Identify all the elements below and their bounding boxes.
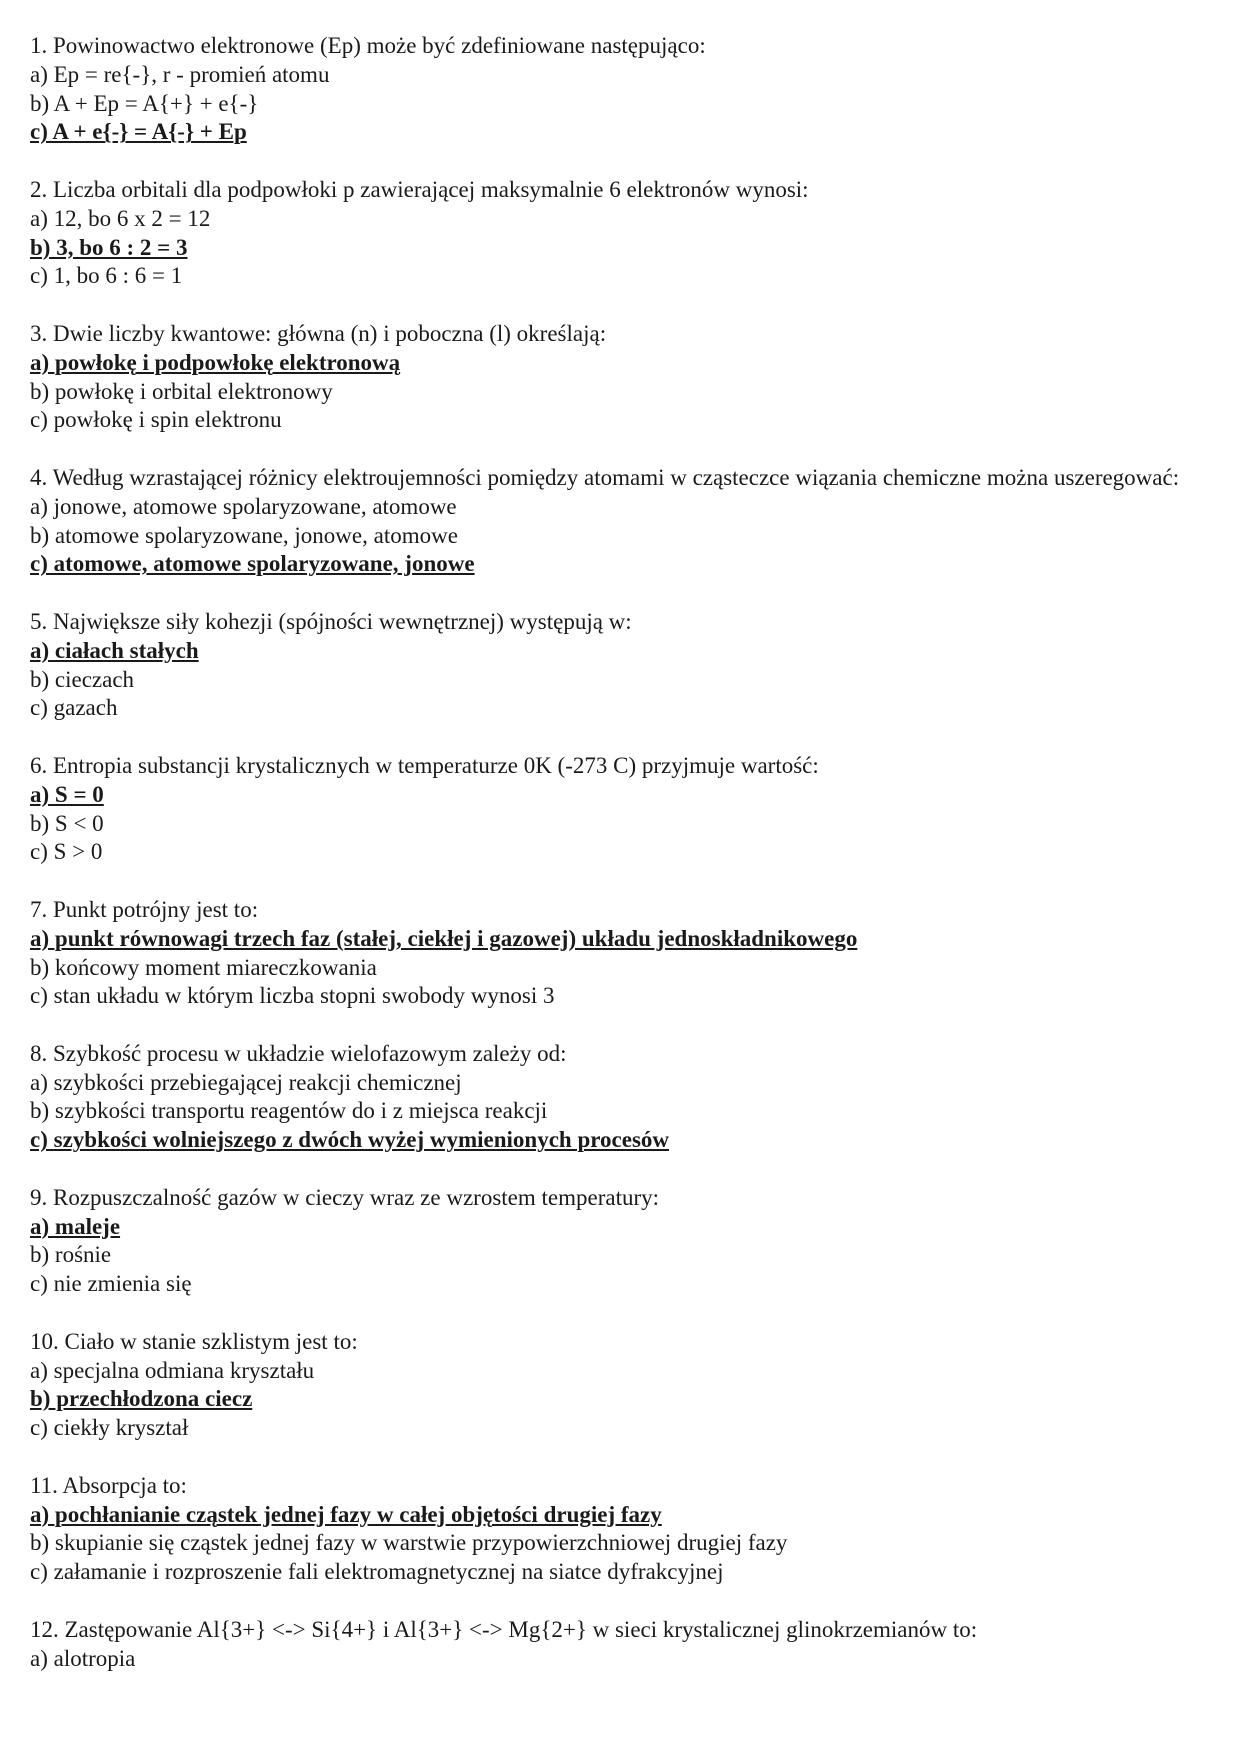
- correct-answer-option: a) S = 0: [30, 781, 104, 807]
- question-text: 9. Rozpuszczalność gazów w cieczy wraz ze wzrostem temperatury:: [30, 1184, 660, 1210]
- answer-option: c) S > 0: [30, 839, 103, 865]
- correct-answer-option: c) szybkości wolniejszego z dwóch wyżej wymienionych procesów: [30, 1127, 670, 1153]
- answer-option: c) stan układu w którym liczba stopni swobody wynosi 3: [30, 983, 555, 1009]
- answer-option: b) atomowe spolaryzowane, jonowe, atomowe: [30, 522, 458, 548]
- answer-option: b) końcowy moment miareczkowania: [30, 954, 377, 980]
- question-text: 11. Absorpcja to:: [30, 1472, 187, 1498]
- question-9: [30, 1184, 1220, 1299]
- correct-answer-option: b) przechłodzona ciecz: [30, 1386, 253, 1412]
- answer-option: a) 12, bo 6 x 2 = 12: [30, 205, 211, 231]
- answer-option: b) skupianie się cząstek jednej fazy w warstwie przypowierzchniowej drugiej fazy: [30, 1530, 788, 1556]
- answer-option: a) jonowe, atomowe spolaryzowane, atomowe: [30, 493, 457, 519]
- correct-answer-option: b) 3, bo 6 : 2 = 3: [30, 234, 188, 260]
- correct-answer-option: a) powłokę i podpowłokę elektronową: [30, 349, 401, 375]
- document-page: [30, 32, 1220, 1702]
- answer-option: c) ciekły kryształ: [30, 1415, 189, 1441]
- correct-answer-option: a) ciałach stałych: [30, 637, 199, 663]
- question-4: [30, 464, 1220, 579]
- answer-option: c) załamanie i rozproszenie fali elektromagnetycznej na siatce dyfrakcyjnej: [30, 1559, 724, 1585]
- answer-option: c) gazach: [30, 695, 118, 721]
- answer-option: b) S < 0: [30, 810, 104, 836]
- answer-option: c) powłokę i spin elektronu: [30, 407, 282, 433]
- question-text: 3. Dwie liczby kwantowe: główna (n) i poboczna (l) określają:: [30, 320, 607, 346]
- answer-option: b) cieczach: [30, 666, 135, 692]
- answer-option: a) specjalna odmiana kryształu: [30, 1357, 315, 1383]
- question-6: [30, 752, 1220, 867]
- question-text: 8. Szybkość procesu w układzie wielofazowym zależy od:: [30, 1040, 567, 1066]
- question-1: [30, 32, 1220, 147]
- correct-answer-option: a) maleje: [30, 1213, 121, 1239]
- question-5: [30, 608, 1220, 723]
- question-7: [30, 896, 1220, 1011]
- question-text: 4. Według wzrastającej różnicy elektroujemności pomiędzy atomami w cząsteczce wiązania chemiczne można uszeregować:: [30, 464, 1180, 490]
- answer-option: b) powłokę i orbital elektronowy: [30, 378, 333, 404]
- correct-answer-option: c) A + e{-} = A{-} + Ep: [30, 119, 247, 145]
- answer-option: a) alotropia: [30, 1645, 136, 1671]
- correct-answer-option: a) pochłanianie cząstek jednej fazy w całej objętości drugiej fazy: [30, 1501, 662, 1527]
- question-text: 6. Entropia substancji krystalicznych w temperaturze 0K (-273 C) przyjmuje wartość:: [30, 752, 819, 778]
- question-text: 1. Powinowactwo elektronowe (Ep) może być zdefiniowane następująco:: [30, 33, 706, 58]
- answer-option: b) A + Ep = A{+} + e{-}: [30, 90, 259, 116]
- answer-option: c) nie zmienia się: [30, 1271, 192, 1297]
- question-3: [30, 320, 1220, 435]
- question-text: 7. Punkt potrójny jest to:: [30, 896, 259, 922]
- question-8: [30, 1040, 1220, 1155]
- question-text: 2. Liczba orbitali dla podpowłoki p zawierającej maksymalnie 6 elektronów wynosi:: [30, 176, 809, 202]
- question-text: 5. Największe siły kohezji (spójności wewnętrznej) występują w:: [30, 608, 632, 634]
- correct-answer-option: c) atomowe, atomowe spolaryzowane, jonowe: [30, 551, 475, 577]
- question-11: [30, 1472, 1220, 1587]
- answer-option: c) 1, bo 6 : 6 = 1: [30, 263, 183, 289]
- answer-option: b) rośnie: [30, 1242, 112, 1268]
- question-2: [30, 176, 1220, 291]
- question-text: 12. Zastępowanie Al{3+} <-> Si{4+} i Al{3+} <-> Mg{2+} w sieci krystalicznej glinokrzemianów to:: [30, 1616, 978, 1642]
- answer-option: b) szybkości transportu reagentów do i z miejsca reakcji: [30, 1098, 548, 1124]
- question-text: 10. Ciało w stanie szklistym jest to:: [30, 1328, 358, 1354]
- answer-option: a) szybkości przebiegającej reakcji chemicznej: [30, 1069, 462, 1095]
- correct-answer-option: a) punkt równowagi trzech faz (stałej, ciekłej i gazowej) układu jednoskładnikowego: [30, 925, 858, 951]
- question-12: [30, 1616, 1220, 1674]
- question-10: [30, 1328, 1220, 1443]
- answer-option: a) Ep = re{-}, r - promień atomu: [30, 61, 330, 87]
